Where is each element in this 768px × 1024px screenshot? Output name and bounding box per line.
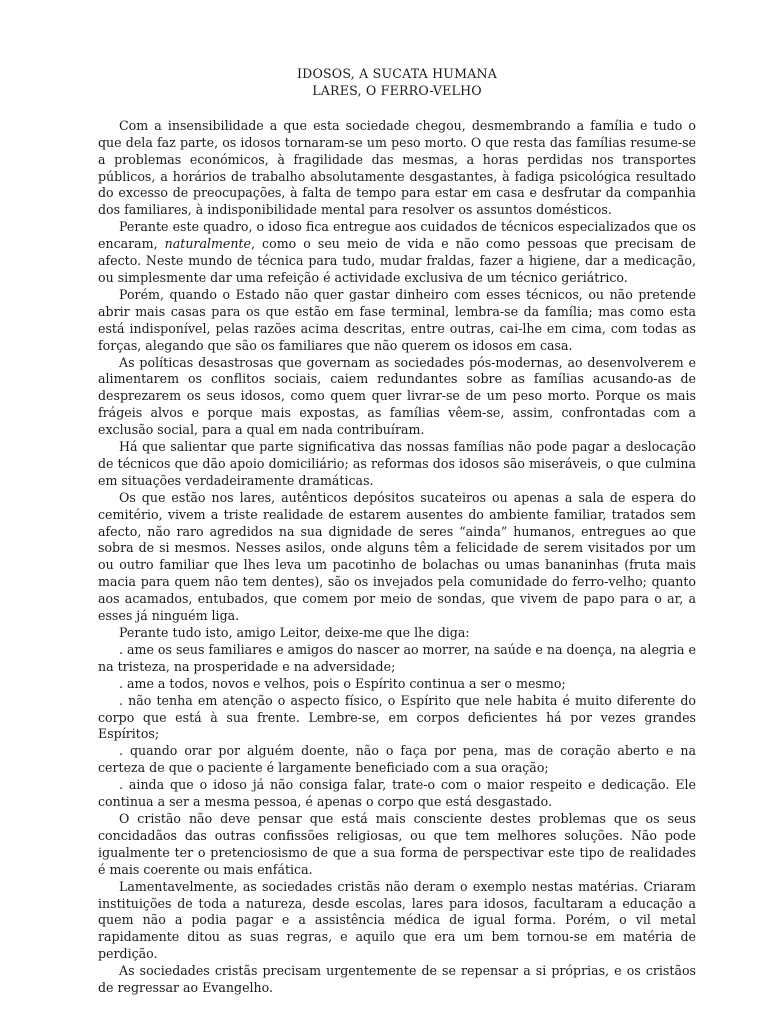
italic-word: naturalmente xyxy=(164,236,252,252)
list-item: . não tenha em atenção o aspecto físico, o Espírito que nele habita é muito diferente do corpo que está à sua frente. Lembre-se, em corpos deficientes há por vezes grandes Espíritos; xyxy=(98,692,696,742)
document-subtitle: LARES, O FERRO-VELHO xyxy=(312,82,482,98)
paragraph: Porém, quando o Estado não quer gastar dinheiro com esses técnicos, ou não pretende abrir mais casas para os que estão em fase terminal, lembra-se da família; mas como esta está indisponível, pelas razões acima descritas, entre outras, cai-lhe em cima, com todas as forças, alegando que são os familiares que não querem os idosos em casa. xyxy=(98,286,696,353)
paragraph xyxy=(98,219,696,287)
paragraph: As sociedades cristãs precisam urgentemente de se repensar a si próprias, e os cristãos de regressar ao Evangelho. xyxy=(98,963,696,996)
paragraph: Perante tudo isto, amigo Leitor, deixe-me que lhe diga: xyxy=(119,625,470,640)
list-item: . quando orar por alguém doente, não o faça por pena, mas de coração aberto e na certeza de que o paciente é largamente beneficiado com a sua oração; xyxy=(98,743,696,776)
paragraph: Lamentavelmente, as sociedades cristãs não deram o exemplo nestas matérias. Criaram instituições de toda a natureza, desde escolas, lares para idosos, facultaram a educação a quem não a podia pagar e a assistência médica de igual forma. Porém, o vil metal rapidamente ditou as suas regras, e aquilo que era um bem tornou-se em matéria de perdição. xyxy=(98,878,696,962)
list-item: . ame a todos, novos e velhos, pois o Espírito continua a ser o mesmo; xyxy=(119,675,566,691)
title-block xyxy=(98,66,696,100)
paragraph-text: , como o seu meio de vida e não como pessoas que precisam de afecto. Neste mundo de técnica para tudo, mudar fraldas, fazer a higiene, dar a medicação, ou simplesmente dar uma refeição é actividade exclusiva de um técnico geriátrico. xyxy=(98,236,696,285)
paragraph: As políticas desastrosas que governam as sociedades pós-modernas, ao desenvolverem e alimentarem os conflitos sociais, caiem redundantes sobre as famílias acusando-as de desprezarem os seus idosos, como quem quer livrar-se de um peso morto. Porque os mais frágeis alvos e porque mais expostas, as famílias vêem-se, assim, confrontadas com a exclusão social, para a qual em nada contribuíram. xyxy=(98,354,696,438)
list-item: . ainda que o idoso já não consiga falar, trate-o com o maior respeito e dedicação. Ele continua a ser a mesma pessoa, é apenas o corpo que está desgastado. xyxy=(98,777,696,810)
paragraph: Com a insensibilidade a que esta sociedade chegou, desmembrando a família e tudo o que dela faz parte, os idosos tornaram-se um peso morto. O que resta das famílias resume-se a problemas económicos, à fragilidade das mesmas, a horas perdidas nos transportes públicos, a horários de trabalho absolutamente desgastantes, à fadiga psicológica resultado do excesso de preocupações, à falta de tempo para estar em casa e desfrutar da companhia dos familiares, à indisponibilidade mental para resolver os assuntos domésticos. xyxy=(98,117,696,218)
paragraph: Há que salientar que parte significativa das nossas famílias não pode pagar a deslocação de técnicos que dão apoio domiciliário; as reformas dos idosos são miseráveis, o que culmina em situações verdadeiramente dramáticas. xyxy=(98,439,696,488)
list-item: . ame os seus familiares e amigos do nascer ao morrer, na saúde e na doença, na alegria e na tristeza, na prosperidade e na adversidade; xyxy=(98,641,696,674)
paragraph: O cristão não deve pensar que está mais consciente destes problemas que os seus concidadãos das outras confissões religiosas, ou que tem melhores soluções. Não pode igualmente ter o pretenciosismo de que a sua forma de perspectivar este tipo de realidades é mais coerente ou mais enfática. xyxy=(98,810,696,877)
paragraph: Os que estão nos lares, autênticos depósitos sucateiros ou apenas a sala de espera do cemitério, vivem a triste realidade de estarem ausentes do ambiente familiar, tratados sem afecto, não raro agredidos na sua dignidade de seres “ainda” humanos, entregues ao que sobra de si mesmos. Nesses asilos, onde alguns têm a felicidade de serem visitados por um ou outro familiar que lhes leva um pacotinho de bolachas ou umas bananinhas (fruta mais macia para quem não tem dentes), são os invejados pela comunidade do ferro-velho; quanto aos acamados, entubados, que comem por meio de sondas, que vivem de papo para o ar, a esses já ninguém liga. xyxy=(98,489,696,624)
document-page xyxy=(98,66,696,997)
paragraph-text: Perante este quadro, o idoso fica entregue aos cuidados de técnicos especializados que os encaram, xyxy=(98,219,696,252)
document-title: IDOSOS, A SUCATA HUMANA xyxy=(296,66,498,81)
